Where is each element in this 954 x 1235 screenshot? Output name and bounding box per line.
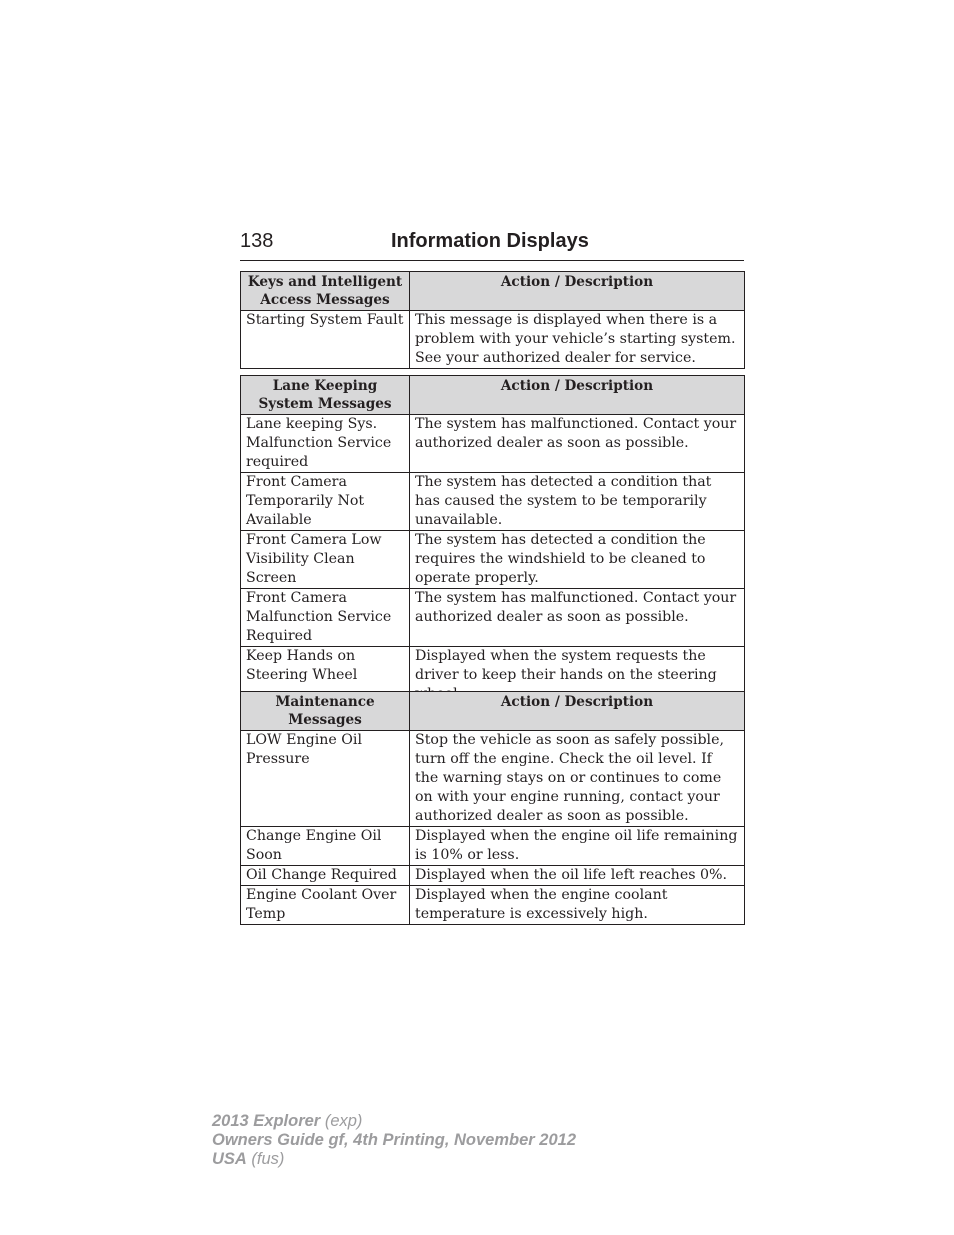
lane-keeping-messages-table [240,375,745,705]
column-header-action: Action / Description [410,272,745,311]
column-header-action: Action / Description [410,692,745,731]
message-cell: Keep Hands on Steering Wheel [241,647,410,705]
table-header-row [241,272,745,311]
message-cell: Front Camera Temporarily Not Available [241,473,410,531]
message-cell: Starting System Fault [241,311,410,369]
description-cell: The system has malfunctioned. Contact your authorized dealer as soon as possible. [410,415,745,473]
footer-model-code: (exp) [320,1112,363,1130]
description-cell: Displayed when the oil life left reaches 0%. [410,866,745,886]
description-cell: Stop the vehicle as soon as safely possible, turn off the engine. Check the oil level. If the warning stays on or continues to come on with your engine running, contact your authorized dealer as soon as possible. [410,731,745,827]
description-cell: This message is displayed when there is a problem with your vehicle’s starting system. See your authorized dealer for service. [410,311,745,369]
description-cell: Displayed when the engine coolant temperature is excessively high. [410,886,745,925]
table-row [241,886,745,925]
message-cell: Front Camera Low Visibility Clean Screen [241,531,410,589]
table-row [241,311,745,369]
footer-line-2: Owners Guide gf, 4th Printing, November 2012 [212,1131,576,1149]
message-cell: Change Engine Oil Soon [241,827,410,866]
column-header-messages: Keys and Intelligent Access Messages [241,272,410,311]
table-row [241,827,745,866]
table-row [241,473,745,531]
footer-market-code: (fus) [246,1150,285,1168]
page-number: 138 [240,230,274,252]
document-footer [212,1112,576,1169]
maintenance-messages-table [240,691,745,925]
message-cell: Oil Change Required [241,866,410,886]
description-cell: The system has malfunctioned. Contact your authorized dealer as soon as possible. [410,589,745,647]
footer-line-3 [212,1150,576,1169]
section-title: Information Displays [391,230,589,252]
footer-model: 2013 Explorer [212,1112,321,1130]
table-row [241,731,745,827]
description-cell: Displayed when the engine oil life remaining is 10% or less. [410,827,745,866]
keys-messages-table [240,271,745,369]
column-header-messages: Maintenance Messages [241,692,410,731]
column-header-action: Action / Description [410,376,745,415]
message-cell: Front Camera Malfunction Service Required [241,589,410,647]
table-row [241,589,745,647]
description-cell: The system has detected a condition the requires the windshield to be cleaned to operate properly. [410,531,745,589]
footer-line-1 [212,1112,576,1131]
page-header [240,228,744,261]
message-cell: Lane keeping Sys. Malfunction Service required [241,415,410,473]
table-header-row [241,376,745,415]
table-row [241,531,745,589]
message-cell: Engine Coolant Over Temp [241,886,410,925]
footer-market: USA [212,1150,247,1168]
column-header-messages: Lane Keeping System Messages [241,376,410,415]
message-cell: LOW Engine Oil Pressure [241,731,410,827]
description-cell: Displayed when the system requests the driver to keep their hands on the steering [410,647,745,705]
description-cell: The system has detected a condition that has caused the system to be temporarily unavailable. [410,473,745,531]
table-row [241,415,745,473]
table-row [241,866,745,886]
table-header-row [241,692,745,731]
